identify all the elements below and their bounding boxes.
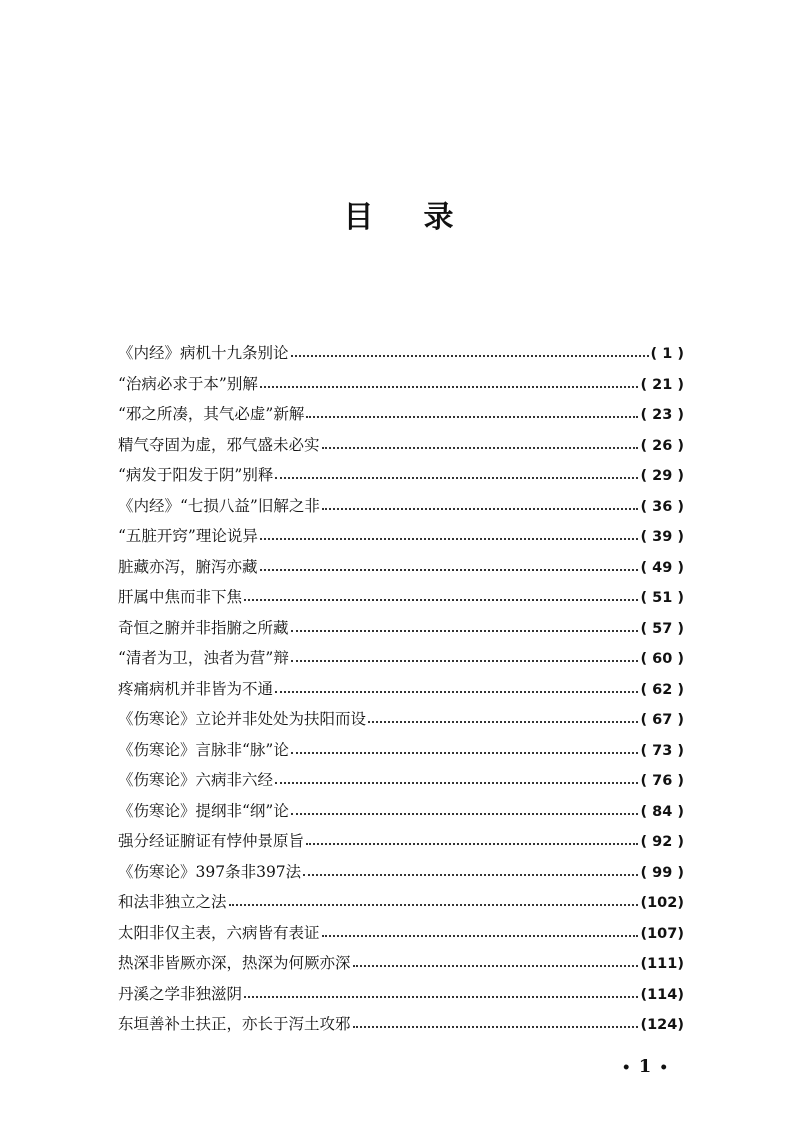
entry-page-number: ( 29 ) (640, 468, 684, 484)
toc-entry (118, 857, 684, 888)
page-footer (600, 1054, 690, 1081)
dot-leader (229, 904, 639, 906)
entry-page-number: ( 36 ) (640, 498, 684, 515)
dot-leader (353, 965, 639, 967)
entry-page-number: ( 60 ) (640, 651, 684, 667)
table-of-contents (118, 338, 684, 1040)
entry-page-number: ( 39 ) (640, 529, 684, 545)
toc-entry (118, 430, 684, 461)
entry-title: “病发于阳发于阴”别释 (118, 466, 274, 484)
entry-title: 精气夺固为虚，邪气盛未必实 (118, 435, 320, 454)
entry-title: 《伤寒论》397条非397法 (118, 862, 302, 881)
entry-title: 《内经》“七损八益”旧解之非 (118, 496, 320, 515)
toc-entry (118, 460, 684, 491)
entry-page-number: (102) (640, 895, 684, 911)
page-title: 目录 (343, 200, 504, 235)
entry-page-number: ( 57 ) (640, 620, 684, 637)
toc-entry (118, 643, 684, 674)
dot-leader (275, 782, 638, 784)
toc-entry (118, 704, 684, 735)
entry-page-number: ( 84 ) (640, 803, 684, 820)
dot-leader (260, 386, 639, 388)
dot-leader (291, 355, 649, 357)
entry-page-number: ( 67 ) (640, 712, 684, 728)
entry-page-number: ( 21 ) (640, 376, 684, 393)
toc-entry (118, 765, 684, 796)
dot-leader (303, 874, 638, 876)
bullet-dot-icon: • (659, 1060, 669, 1076)
dot-leader (275, 477, 638, 479)
entry-page-number: ( 49 ) (640, 559, 684, 576)
dot-leader (244, 996, 638, 998)
toc-entry (118, 552, 684, 583)
dot-leader (353, 1026, 639, 1028)
entry-page-number: ( 73 ) (640, 742, 684, 759)
entry-title: 肝属中焦而非下焦 (118, 588, 243, 606)
entry-title: 丹溪之学非独滋阴 (118, 984, 243, 1003)
entry-title: 热深非皆厥亦深，热深为何厥亦深 (118, 954, 351, 972)
toc-entry (118, 613, 684, 644)
dot-leader (322, 508, 639, 510)
entry-title: 《伤寒论》言脉非“脉”论 (118, 740, 289, 759)
toc-entry (118, 826, 684, 857)
dot-leader (322, 447, 639, 449)
toc-entry (118, 521, 684, 552)
dot-leader (306, 843, 638, 845)
dot-leader (244, 599, 638, 601)
toc-entry (118, 674, 684, 705)
dot-leader (291, 813, 639, 815)
dot-leader (291, 630, 639, 632)
toc-entry (118, 948, 684, 979)
entry-page-number: ( 76 ) (640, 773, 684, 789)
entry-page-number: ( 1 ) (650, 346, 684, 362)
entry-page-number: ( 51 ) (640, 590, 684, 606)
entry-page-number: ( 99 ) (640, 864, 684, 881)
dot-leader (306, 416, 638, 418)
entry-page-number: (124) (640, 1017, 684, 1033)
entry-title: 奇恒之腑并非指腑之所藏 (118, 618, 289, 637)
toc-entry (118, 338, 684, 369)
toc-entry (118, 369, 684, 400)
dot-leader (275, 691, 638, 693)
entry-title: 脏藏亦泻，腑泻亦藏 (118, 557, 258, 576)
entry-title: 和法非独立之法 (118, 893, 227, 911)
toc-entry (118, 887, 684, 918)
toc-entry (118, 399, 684, 430)
toc-entry (118, 582, 684, 613)
entry-page-number: (114) (640, 986, 684, 1003)
entry-title: 《伤寒论》立论并非处处为扶阳而设 (118, 710, 367, 728)
entry-title: 太阳非仅主表，六病皆有表证 (118, 923, 320, 942)
entry-title: 疼痛病机并非皆为不通 (118, 679, 274, 698)
entry-title: 强分经证腑证有悖仲景原旨 (118, 832, 305, 850)
dot-leader (322, 935, 639, 937)
entry-title: 《伤寒论》六病非六经 (118, 771, 274, 789)
entry-page-number: ( 62 ) (640, 681, 684, 698)
dot-leader (291, 752, 639, 754)
dot-leader (291, 660, 639, 662)
entry-title: 东垣善补土扶正，亦长于泻土攻邪 (118, 1015, 351, 1033)
entry-title: “清者为卫，浊者为营”辩 (118, 649, 289, 667)
toc-entry (118, 491, 684, 522)
entry-page-number: ( 92 ) (640, 834, 684, 850)
entry-title: “邪之所凑，其气必虚”新解 (118, 405, 305, 423)
entry-page-number: (111) (640, 956, 684, 972)
entry-page-number: ( 23 ) (640, 407, 684, 423)
dot-leader (260, 569, 639, 571)
dot-leader (368, 721, 638, 723)
toc-entry (118, 918, 684, 949)
entry-page-number: (107) (640, 925, 684, 942)
entry-title: 《伤寒论》提纲非“纲”论 (118, 801, 289, 820)
toc-entry (118, 979, 684, 1010)
entry-title: 《内经》病机十九条别论 (118, 344, 289, 362)
entry-page-number: ( 26 ) (640, 437, 684, 454)
toc-entry (118, 735, 684, 766)
toc-entry (118, 1009, 684, 1040)
bullet-dot-icon: • (621, 1060, 631, 1076)
dot-leader (260, 538, 639, 540)
footer-page-number: 1 (638, 1056, 652, 1077)
toc-entry (118, 796, 684, 827)
entry-title: “五脏开窍”理论说异 (118, 527, 258, 545)
entry-title: “治病必求于本”别解 (118, 374, 258, 393)
